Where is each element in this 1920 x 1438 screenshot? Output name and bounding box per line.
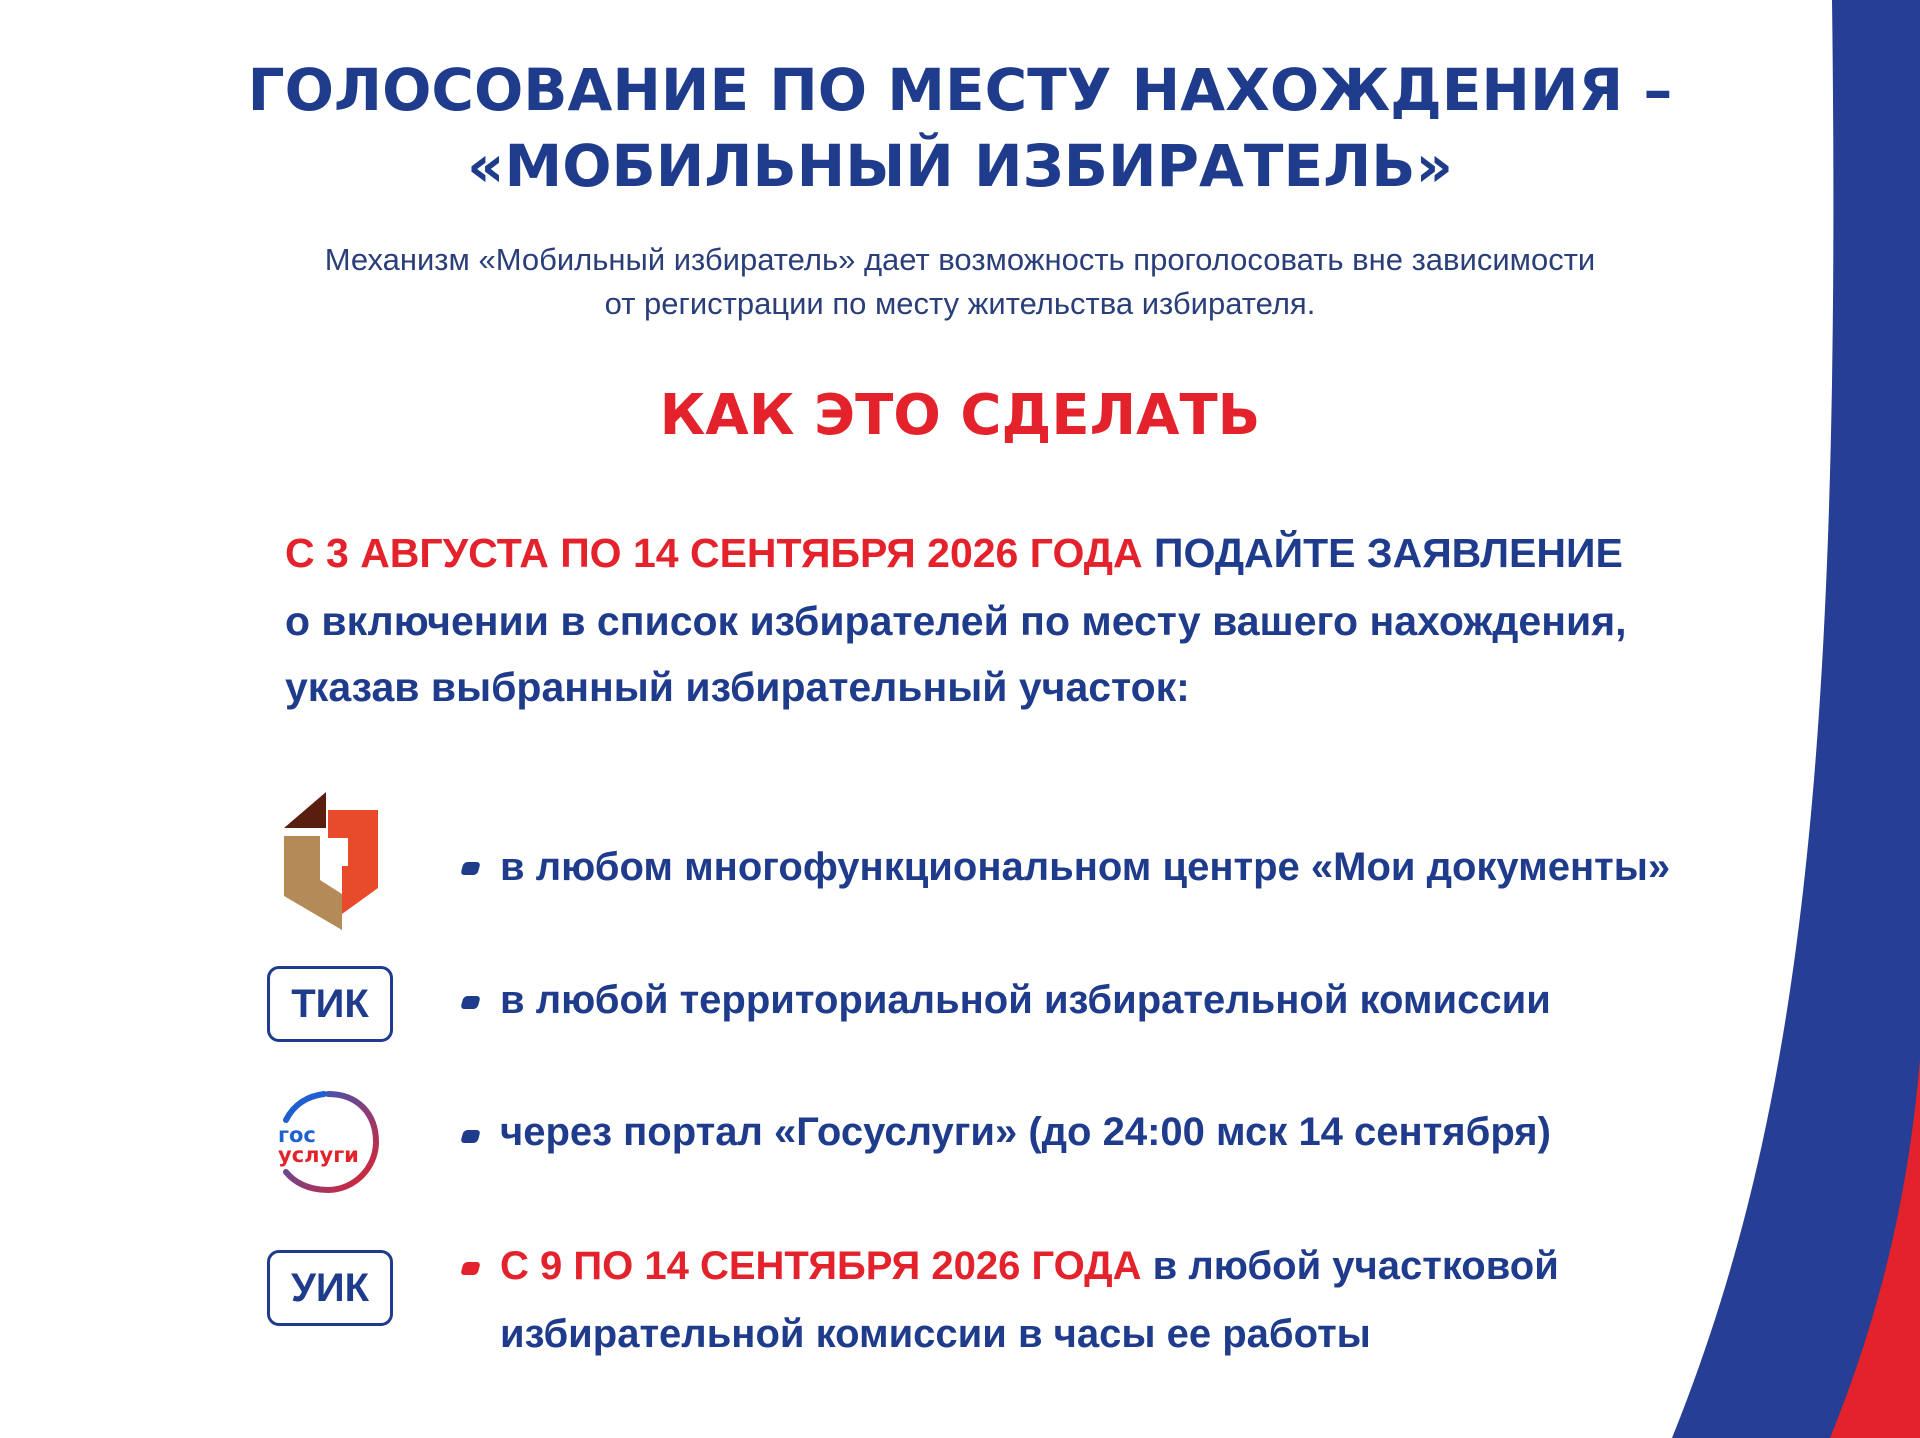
option-uik-text-line1 xyxy=(500,1242,1559,1290)
tik-badge: ТИК xyxy=(267,966,393,1042)
option-uik-dates: С 9 ПО 14 СЕНТЯБРЯ 2026 ГОДА xyxy=(500,1244,1142,1288)
mfc-logo-icon xyxy=(282,792,382,932)
subtitle-line1: Механизм «Мобильный избиратель» дает возможность проголосовать вне зависимости xyxy=(324,242,1596,277)
bullet-icon xyxy=(460,1262,480,1275)
page-title-line1: ГОЛОСОВАНИЕ ПО МЕСТУ НАХОЖДЕНИЯ – xyxy=(247,56,1673,124)
page-title-line2: «МОБИЛЬНЫЙ ИЗБИРАТЕЛЬ» xyxy=(467,132,1453,200)
intro-line3: указав выбранный избирательный участок: xyxy=(285,664,1190,710)
option-mfc-text: в любом многофункциональном центре «Мои документы» xyxy=(500,845,1671,889)
intro-dates: С 3 АВГУСТА ПО 14 СЕНТЯБРЯ 2026 ГОДА xyxy=(285,530,1143,576)
intro-line1 xyxy=(285,528,1635,578)
gosuslugi-logo-line1: гос xyxy=(278,1123,316,1147)
bullet-icon xyxy=(460,862,480,875)
uik-badge: УИК xyxy=(267,1250,393,1326)
option-uik-text: в любой участковой xyxy=(1141,1244,1559,1288)
option-uik-text-line2: избирательной комиссии в часы ее работы xyxy=(500,1312,1371,1356)
bullet-icon xyxy=(460,1130,480,1143)
intro-line2: о включении в список избирателей по месту вашего нахождения, xyxy=(285,598,1627,644)
option-tik-text: в любой территориальной избирательной комиссии xyxy=(500,978,1551,1022)
blue-stripe xyxy=(1672,0,1920,1438)
gosuslugi-logo-icon xyxy=(268,1088,388,1196)
gosuslugi-logo-line2: услуги xyxy=(278,1143,359,1167)
bullet-icon xyxy=(460,996,480,1009)
subtitle-line2: от регистрации по месту жительства избирателя. xyxy=(604,286,1316,321)
red-stripe xyxy=(1830,1060,1920,1438)
intro-action: ПОДАЙТЕ ЗАЯВЛЕНИЕ xyxy=(1142,530,1623,576)
how-to-heading: КАК ЭТО СДЕЛАТЬ xyxy=(659,383,1261,448)
option-gosuslugi-text: через портал «Госуслуги» (до 24:00 мск 14 сентября) xyxy=(500,1110,1551,1154)
